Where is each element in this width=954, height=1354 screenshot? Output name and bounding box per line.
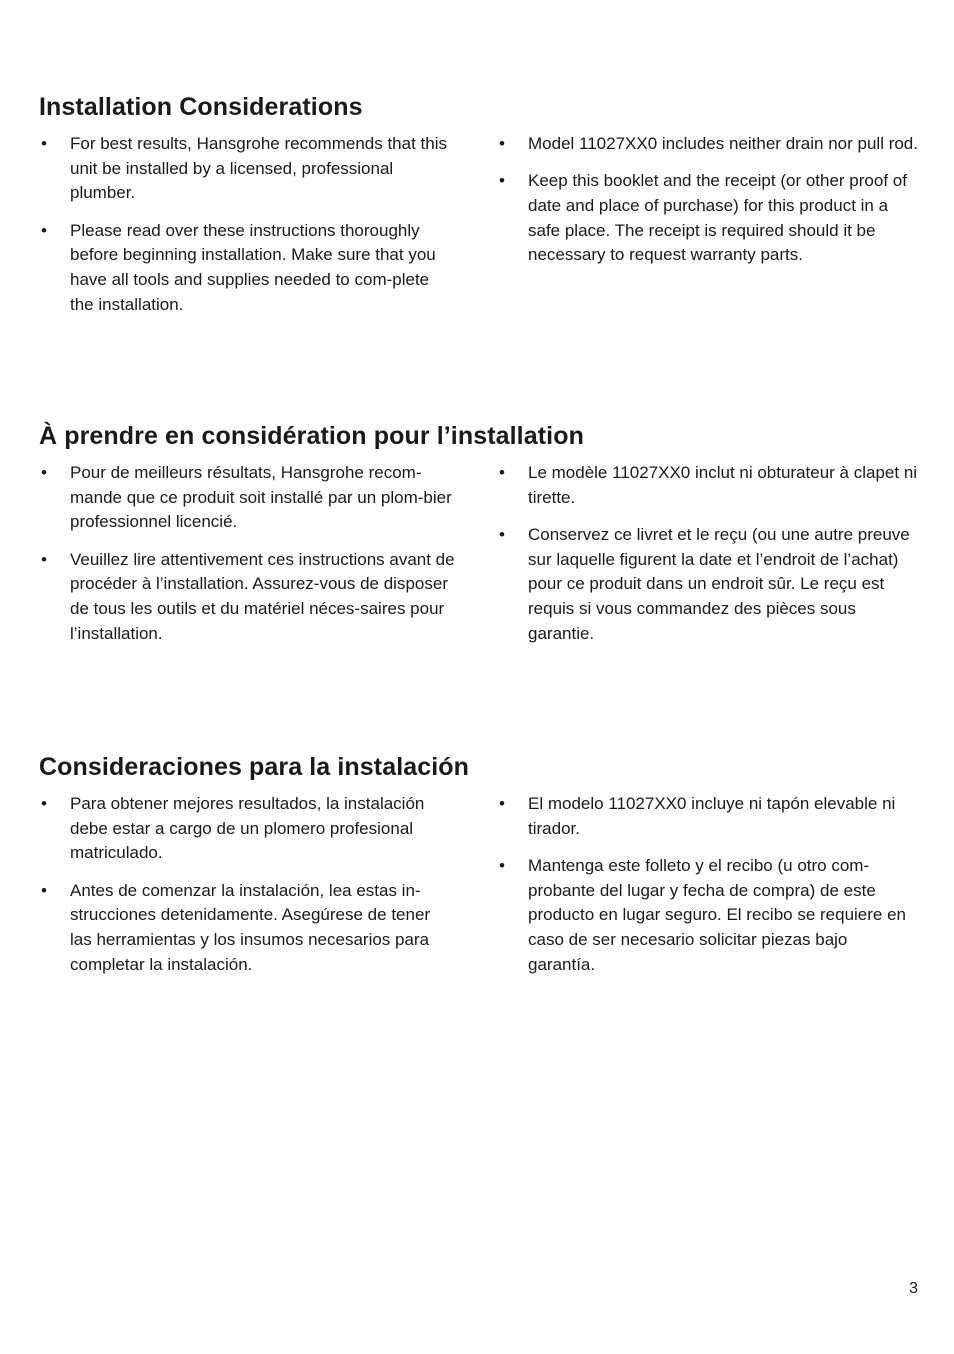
bullet-icon: •: [41, 463, 47, 482]
list-item: • Pour de meilleurs résultats, Hansgrohe recom-mande que ce produit soit installé par un plom-bier professionnel licencié.: [41, 463, 452, 532]
list-item: • Mantenga este folleto y el recibo (u otro com-probante del lugar y fecha de compra) de este producto en lugar seguro. El recibo se requiere en caso de ser necesario solicitar piezas bajo garantía.: [499, 855, 907, 974]
bullet-icon: •: [499, 524, 505, 544]
list-item: • Antes de comenzar la instalación, lea estas in-strucciones detenidamente. Asegúrese de tener las herramientas y los insumos necesarios para completar la instalación.: [41, 880, 431, 974]
list-item: • Para obtener mejores resultados, la instalación debe estar a cargo de un plomero profesional matriculado.: [41, 794, 425, 863]
bullet-icon: •: [499, 794, 505, 813]
bullet-icon: •: [499, 171, 505, 191]
bullet-icon: •: [499, 855, 505, 875]
section-english: [39, 92, 919, 314]
section-heading-spanish: Consideraciones para la instalación: [39, 753, 470, 781]
left-column: [39, 132, 455, 330]
left-column: [39, 792, 455, 990]
bullet-icon: •: [41, 134, 47, 153]
bullet-icon: •: [499, 463, 505, 482]
list-item: • Keep this booklet and the receipt (or other proof of date and place of purchase) for this product in a safe place. The receipt is required should it be necessary to request warranty parts.: [499, 171, 907, 265]
bullet-icon: •: [41, 220, 47, 240]
list-item: • Model 11027XX0 includes neither drain nor pull rod.: [497, 132, 919, 157]
right-column: [497, 461, 919, 659]
bullet-icon: •: [499, 134, 505, 153]
section-heading-french: À prendre en considération pour l’installation: [39, 422, 584, 450]
section-spanish: [39, 752, 919, 974]
right-column: [497, 792, 919, 990]
bullet-icon: •: [41, 549, 47, 569]
left-column: [39, 461, 455, 659]
list-item: • Veuillez lire attentivement ces instructions avant de procéder à l’installation. Assurez-vous de disposer de tous les outils et du matériel néces-saires pour l’installation.: [41, 549, 455, 643]
section-heading-english: Installation Considerations: [39, 93, 363, 121]
list-item: • Conservez ce livret et le reçu (ou une autre preuve sur laquelle figurent la date et l’endroit de l’achat) pour ce produit dans un endroit sûr. Le reçu est requis si vous commandez des pièces sous garantie.: [499, 524, 910, 643]
section-french: [39, 421, 919, 643]
right-column: [497, 132, 919, 281]
list-item: • Le modèle 11027XX0 inclut ni obturateur à clapet ni tirette.: [499, 463, 918, 507]
page-number: 3: [909, 1280, 918, 1297]
bullet-icon: •: [41, 794, 47, 813]
list-item: • El modelo 11027XX0 incluye ni tapón elevable ni tirador.: [499, 794, 896, 838]
list-item: • Please read over these instructions thoroughly before beginning installation. Make sure that you have all tools and supplies needed to com-plete the installation.: [41, 220, 436, 314]
bullet-icon: •: [41, 880, 47, 900]
list-item: • For best results, Hansgrohe recommends that this unit be installed by a licensed, professional plumber.: [41, 134, 447, 203]
